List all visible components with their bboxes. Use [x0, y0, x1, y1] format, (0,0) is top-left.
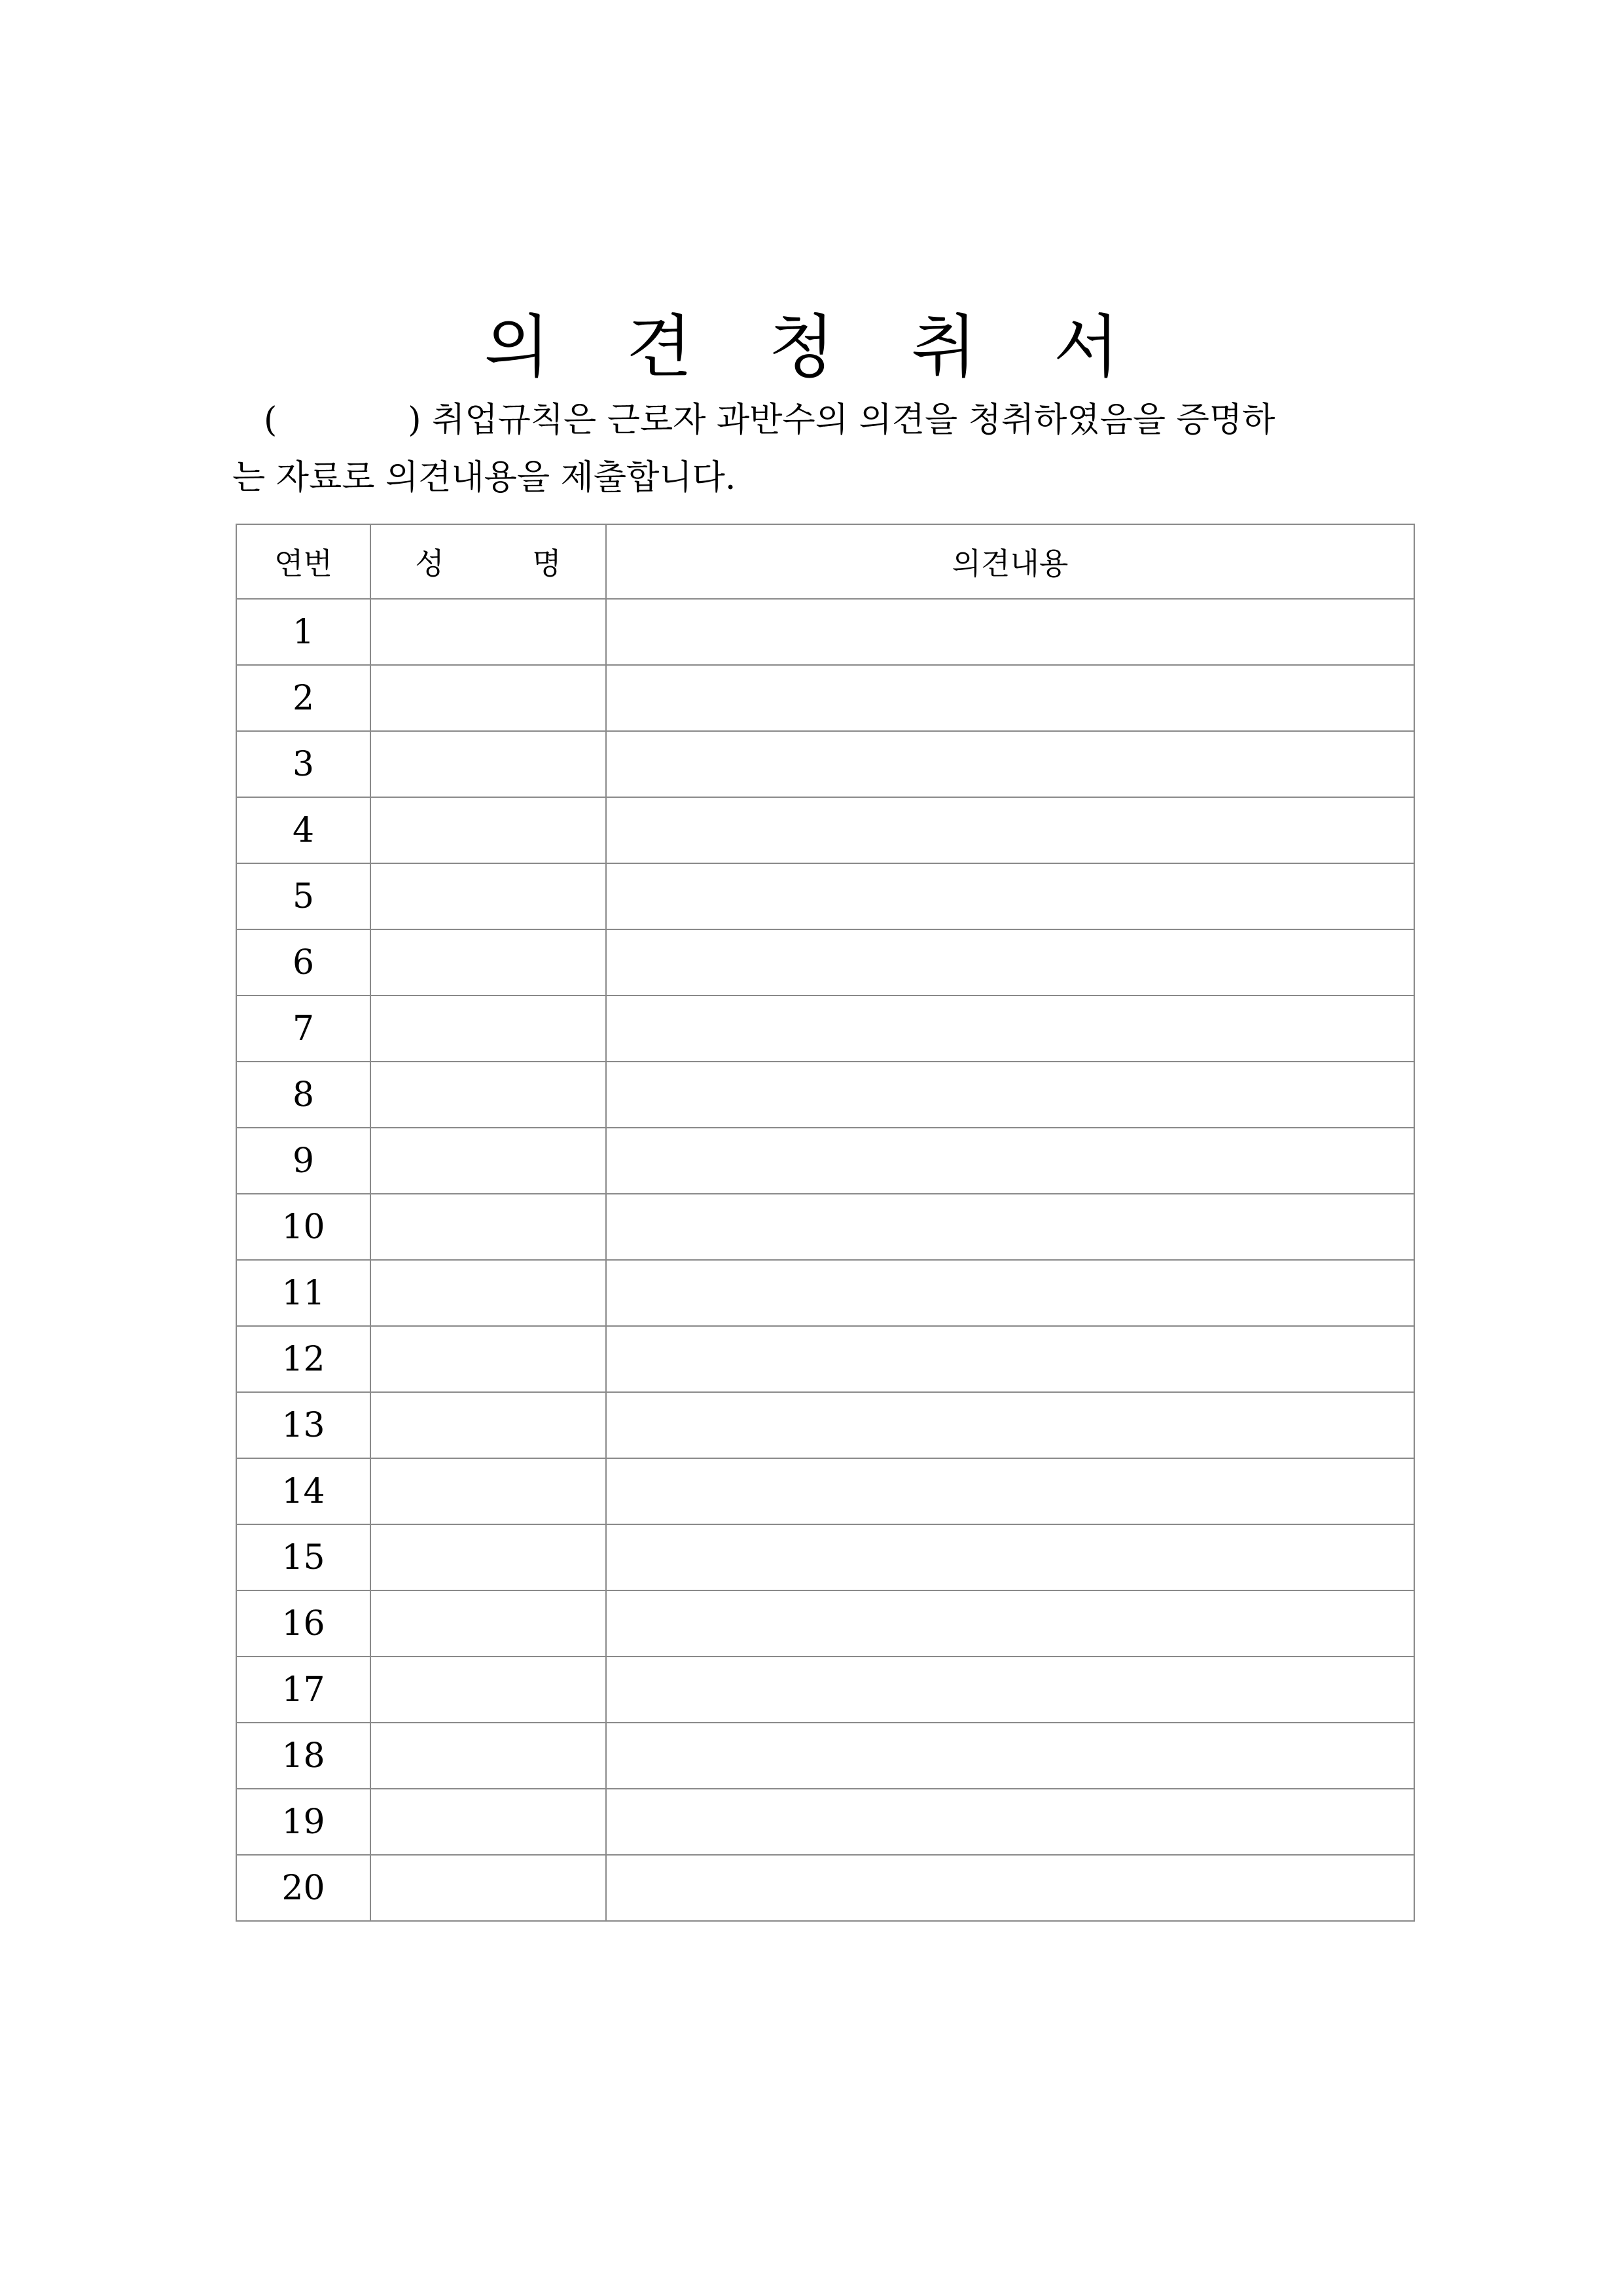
name-cell[interactable]: [370, 1458, 606, 1524]
table-row: [236, 599, 1414, 665]
table-row: [236, 863, 1414, 929]
table-row: [236, 1855, 1414, 1921]
row-number-cell: 18: [236, 1723, 370, 1789]
opinion-cell[interactable]: [606, 1855, 1414, 1921]
table-row: [236, 1524, 1414, 1590]
table-header-row: [236, 524, 1414, 599]
row-number-cell: 7: [236, 996, 370, 1062]
opinion-cell[interactable]: [606, 1326, 1414, 1392]
table-row: [236, 1194, 1414, 1260]
opinion-cell[interactable]: [606, 863, 1414, 929]
opinion-cell[interactable]: [606, 996, 1414, 1062]
table-row: [236, 1657, 1414, 1723]
opinion-cell[interactable]: [606, 1194, 1414, 1260]
name-cell[interactable]: [370, 1128, 606, 1194]
table-row: [236, 1392, 1414, 1458]
row-number-cell: 4: [236, 797, 370, 863]
page-title: 의 견 청 취 서: [484, 306, 1139, 387]
opinion-cell[interactable]: [606, 665, 1414, 731]
table-body: [236, 599, 1414, 1921]
name-cell[interactable]: [370, 1657, 606, 1723]
table-row: [236, 797, 1414, 863]
name-cell[interactable]: [370, 599, 606, 665]
name-cell[interactable]: [370, 1392, 606, 1458]
row-number-cell: 16: [236, 1590, 370, 1657]
opinion-cell[interactable]: [606, 1789, 1414, 1855]
table-row: [236, 1789, 1414, 1855]
opinion-cell[interactable]: [606, 797, 1414, 863]
row-number-cell: 5: [236, 863, 370, 929]
row-number-cell: 19: [236, 1789, 370, 1855]
row-number-cell: 6: [236, 929, 370, 996]
table-row: [236, 1590, 1414, 1657]
table-row: [236, 929, 1414, 996]
table-row: [236, 1260, 1414, 1326]
table-row: [236, 1326, 1414, 1392]
opinion-cell[interactable]: [606, 1657, 1414, 1723]
name-cell[interactable]: [370, 1194, 606, 1260]
name-cell[interactable]: [370, 1723, 606, 1789]
row-number-cell: 13: [236, 1392, 370, 1458]
row-number-cell: 9: [236, 1128, 370, 1194]
intro-line-1-text: ) 취업규칙은 근로자 과반수의 의견을 청취하였음을 증명하: [408, 401, 1275, 440]
table-row: [236, 1458, 1414, 1524]
company-paren-open: (: [264, 401, 277, 440]
intro-paragraph: [232, 391, 1417, 507]
name-cell[interactable]: [370, 863, 606, 929]
opinion-cell[interactable]: [606, 1723, 1414, 1789]
name-cell[interactable]: [370, 797, 606, 863]
row-number-cell: 8: [236, 1062, 370, 1128]
intro-line-2: 는 자료로 의견내용을 제출합니다.: [232, 458, 736, 497]
row-number-cell: 20: [236, 1855, 370, 1921]
row-number-cell: 10: [236, 1194, 370, 1260]
intro-line-1: [232, 391, 1417, 449]
name-cell[interactable]: [370, 1855, 606, 1921]
opinion-cell[interactable]: [606, 929, 1414, 996]
name-cell[interactable]: [370, 1590, 606, 1657]
row-number-cell: 3: [236, 731, 370, 797]
table-row: [236, 665, 1414, 731]
row-number-cell: 2: [236, 665, 370, 731]
name-cell[interactable]: [370, 1062, 606, 1128]
opinion-cell[interactable]: [606, 1128, 1414, 1194]
row-number-cell: 1: [236, 599, 370, 665]
opinion-cell[interactable]: [606, 731, 1414, 797]
header-opinion: 의견내용: [606, 524, 1414, 599]
row-number-cell: 14: [236, 1458, 370, 1524]
opinion-table: [236, 524, 1415, 1922]
row-number-cell: 15: [236, 1524, 370, 1590]
name-cell[interactable]: [370, 996, 606, 1062]
name-cell[interactable]: [370, 731, 606, 797]
opinion-cell[interactable]: [606, 1062, 1414, 1128]
opinion-cell[interactable]: [606, 1392, 1414, 1458]
opinion-cell[interactable]: [606, 1260, 1414, 1326]
table-row: [236, 1128, 1414, 1194]
table-row: [236, 1723, 1414, 1789]
header-name: 성 명: [370, 524, 606, 599]
name-cell[interactable]: [370, 1524, 606, 1590]
row-number-cell: 11: [236, 1260, 370, 1326]
opinion-cell[interactable]: [606, 1590, 1414, 1657]
name-cell[interactable]: [370, 1789, 606, 1855]
opinion-cell[interactable]: [606, 1524, 1414, 1590]
table-row: [236, 996, 1414, 1062]
opinion-cell[interactable]: [606, 599, 1414, 665]
table-row: [236, 731, 1414, 797]
header-number: 연번: [236, 524, 370, 599]
row-number-cell: 12: [236, 1326, 370, 1392]
name-cell[interactable]: [370, 665, 606, 731]
name-cell[interactable]: [370, 1326, 606, 1392]
table-row: [236, 1062, 1414, 1128]
row-number-cell: 17: [236, 1657, 370, 1723]
name-cell[interactable]: [370, 1260, 606, 1326]
name-cell[interactable]: [370, 929, 606, 996]
opinion-cell[interactable]: [606, 1458, 1414, 1524]
